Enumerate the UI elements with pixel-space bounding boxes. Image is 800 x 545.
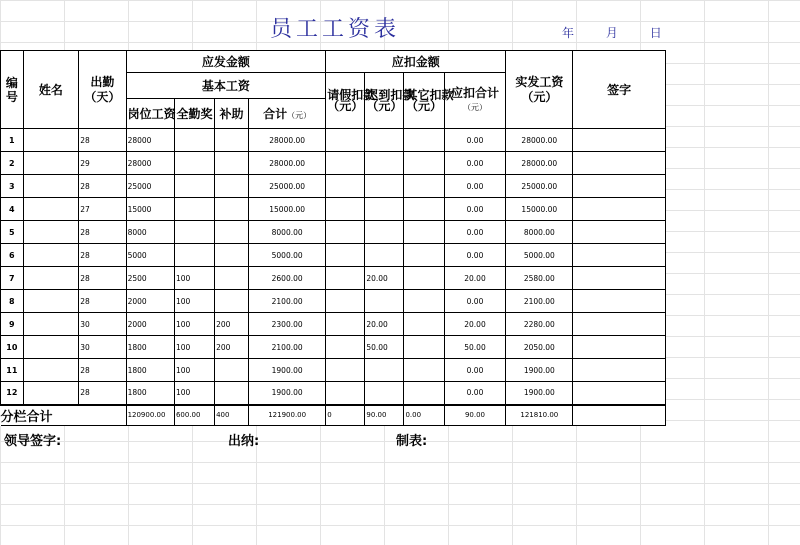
post-salary-cell[interactable]: 1800 <box>126 336 174 359</box>
other-deduction-cell[interactable] <box>404 221 444 244</box>
totals-full-attendance[interactable]: 600.00 <box>174 405 214 426</box>
full-attendance-cell[interactable]: 100 <box>174 290 214 313</box>
full-attendance-cell[interactable] <box>174 129 214 152</box>
name-cell[interactable] <box>23 267 79 290</box>
subtotal-cell[interactable]: 2300.00 <box>249 313 326 336</box>
other-deduction-cell[interactable] <box>404 359 444 382</box>
no-cell[interactable]: 11 <box>1 359 24 382</box>
post-salary-cell[interactable]: 28000 <box>126 129 174 152</box>
other-deduction-cell[interactable] <box>404 175 444 198</box>
table-row <box>1 198 666 221</box>
subtotal-cell[interactable]: 28000.00 <box>249 152 326 175</box>
net-pay-cell[interactable]: 2280.00 <box>506 313 573 336</box>
name-cell[interactable] <box>23 244 79 267</box>
leave-deduction-cell[interactable] <box>326 152 365 175</box>
net-pay-cell[interactable]: 1900.00 <box>506 382 573 405</box>
header-late-unit: （元） <box>366 98 403 113</box>
no-cell[interactable]: 3 <box>1 175 24 198</box>
header-leave-deduction <box>326 73 376 129</box>
name-cell[interactable] <box>23 129 79 152</box>
leave-deduction-cell[interactable] <box>326 336 365 359</box>
name-cell[interactable] <box>23 198 79 221</box>
deduction-total-cell[interactable]: 50.00 <box>444 336 506 359</box>
subtotal-cell[interactable]: 1900.00 <box>249 382 326 405</box>
header-name: 姓名 <box>23 51 79 129</box>
leave-deduction-cell[interactable] <box>326 198 365 221</box>
days-cell[interactable]: 27 <box>79 198 126 221</box>
days-cell[interactable]: 29 <box>79 152 126 175</box>
full-attendance-cell[interactable]: 100 <box>174 336 214 359</box>
leave-deduction-cell[interactable] <box>326 267 365 290</box>
signature-cell[interactable] <box>573 336 666 359</box>
table-row <box>1 221 666 244</box>
header-subtotal-unit: （元） <box>287 111 312 120</box>
subtotal-cell[interactable]: 25000.00 <box>249 175 326 198</box>
header-leave-label: 请假扣款 <box>327 87 376 102</box>
late-deduction-cell[interactable] <box>365 175 404 198</box>
late-deduction-cell[interactable]: 20.00 <box>365 267 404 290</box>
full-attendance-cell[interactable] <box>174 198 214 221</box>
net-pay-cell[interactable]: 28000.00 <box>506 129 573 152</box>
header-net-pay-label: 实发工资 <box>515 74 564 89</box>
date-year-label: 年 <box>562 26 575 40</box>
deduction-total-cell[interactable]: 0.00 <box>444 382 506 405</box>
late-deduction-cell[interactable] <box>365 129 404 152</box>
name-cell[interactable] <box>23 290 79 313</box>
deduction-total-cell[interactable]: 20.00 <box>444 313 506 336</box>
other-deduction-cell[interactable] <box>404 290 444 313</box>
late-deduction-cell[interactable] <box>365 221 404 244</box>
no-cell[interactable]: 8 <box>1 290 24 313</box>
post-salary-cell[interactable]: 25000 <box>126 175 174 198</box>
date-day-label: 日 <box>649 26 662 40</box>
post-salary-cell[interactable]: 2500 <box>126 267 174 290</box>
other-deduction-cell[interactable] <box>404 313 444 336</box>
header-attendance: 出勤（天） <box>79 51 126 129</box>
table-row <box>1 129 666 152</box>
post-salary-cell[interactable]: 1800 <box>126 359 174 382</box>
net-pay-cell[interactable]: 15000.00 <box>506 198 573 221</box>
late-deduction-cell[interactable] <box>365 198 404 221</box>
header-other-deduction <box>404 73 454 129</box>
late-deduction-cell[interactable] <box>365 382 404 405</box>
leave-deduction-cell[interactable] <box>326 359 365 382</box>
table-row <box>1 382 666 405</box>
totals-leave[interactable]: 0 <box>326 405 365 426</box>
allowance-cell[interactable]: 200 <box>215 313 249 336</box>
signature-cell[interactable] <box>573 152 666 175</box>
header-subtotal-label: 合计 <box>263 107 288 121</box>
signature-cell[interactable] <box>573 244 666 267</box>
deduction-total-cell[interactable]: 0.00 <box>444 129 506 152</box>
subtotal-cell[interactable]: 5000.00 <box>249 244 326 267</box>
post-salary-cell[interactable]: 5000 <box>126 244 174 267</box>
subtotal-cell[interactable]: 8000.00 <box>249 221 326 244</box>
full-attendance-cell[interactable]: 100 <box>174 313 214 336</box>
allowance-cell[interactable] <box>215 382 249 405</box>
allowance-cell[interactable]: 200 <box>215 336 249 359</box>
no-cell[interactable]: 4 <box>1 198 24 221</box>
header-payable: 应发金额 <box>126 51 326 73</box>
leave-deduction-cell[interactable] <box>326 129 365 152</box>
no-cell[interactable]: 5 <box>1 221 24 244</box>
date-line <box>562 24 676 41</box>
leave-deduction-cell[interactable] <box>326 244 365 267</box>
allowance-cell[interactable] <box>215 129 249 152</box>
post-salary-cell[interactable]: 8000 <box>126 221 174 244</box>
signature-cell[interactable] <box>573 267 666 290</box>
subtotal-cell[interactable]: 2100.00 <box>249 290 326 313</box>
totals-row <box>1 405 666 426</box>
allowance-cell[interactable] <box>215 198 249 221</box>
no-cell[interactable]: 10 <box>1 336 24 359</box>
days-cell[interactable]: 28 <box>79 267 126 290</box>
name-cell[interactable] <box>23 359 79 382</box>
name-cell[interactable] <box>23 313 79 336</box>
subtotal-cell[interactable]: 1900.00 <box>249 359 326 382</box>
deduction-total-cell[interactable]: 0.00 <box>444 198 506 221</box>
table-row <box>1 359 666 382</box>
table-row <box>1 313 666 336</box>
net-pay-cell[interactable]: 2580.00 <box>506 267 573 290</box>
other-deduction-cell[interactable] <box>404 129 444 152</box>
header-post-salary: 岗位工资 <box>126 99 174 129</box>
days-cell[interactable]: 28 <box>79 129 126 152</box>
post-salary-cell[interactable]: 1800 <box>126 382 174 405</box>
header-leave-unit: （元） <box>327 98 364 113</box>
totals-net-pay[interactable]: 121810.00 <box>506 405 573 426</box>
deduction-total-cell[interactable]: 20.00 <box>444 267 506 290</box>
leave-deduction-cell[interactable] <box>326 382 365 405</box>
header-deduction: 应扣金额 <box>326 51 506 73</box>
full-attendance-cell[interactable]: 100 <box>174 382 214 405</box>
header-net-pay-unit: （元） <box>521 89 558 104</box>
totals-post-salary[interactable]: 120900.00 <box>126 405 174 426</box>
signature-cell[interactable] <box>573 129 666 152</box>
signature-footer <box>4 430 664 448</box>
signature-cell[interactable] <box>573 175 666 198</box>
header-no: 编号 <box>1 51 24 129</box>
header-signature: 签字 <box>573 51 666 129</box>
name-cell[interactable] <box>23 221 79 244</box>
header-full-attendance: 全勤奖 <box>174 99 214 129</box>
other-deduction-cell[interactable] <box>404 382 444 405</box>
allowance-cell[interactable] <box>215 359 249 382</box>
totals-late[interactable]: 90.00 <box>365 405 404 426</box>
allowance-cell[interactable] <box>215 244 249 267</box>
days-cell[interactable]: 28 <box>79 175 126 198</box>
days-cell[interactable]: 28 <box>79 221 126 244</box>
name-cell[interactable] <box>23 152 79 175</box>
header-base-salary: 基本工资 <box>126 73 326 99</box>
allowance-cell[interactable] <box>215 267 249 290</box>
header-late-label: 迟到扣款 <box>366 87 415 102</box>
cashier-label: 出纳: <box>228 434 260 449</box>
deduction-total-cell[interactable]: 0.00 <box>444 152 506 175</box>
sheet-title: 员工工资表 <box>270 17 401 42</box>
deduction-total-cell[interactable]: 0.00 <box>444 244 506 267</box>
post-salary-cell[interactable]: 2000 <box>126 313 174 336</box>
subtotal-cell[interactable]: 2100.00 <box>249 336 326 359</box>
leave-deduction-cell[interactable] <box>326 290 365 313</box>
name-cell[interactable] <box>23 175 79 198</box>
header-late-deduction <box>365 73 415 129</box>
deduction-total-cell[interactable]: 0.00 <box>444 359 506 382</box>
table-row <box>1 175 666 198</box>
net-pay-cell[interactable]: 1900.00 <box>506 359 573 382</box>
header-net-pay <box>506 51 573 129</box>
late-deduction-cell[interactable]: 50.00 <box>365 336 404 359</box>
other-deduction-cell[interactable] <box>404 152 444 175</box>
totals-deduction[interactable]: 90.00 <box>444 405 506 426</box>
full-attendance-cell[interactable] <box>174 221 214 244</box>
other-deduction-cell[interactable] <box>404 244 444 267</box>
table-row <box>1 290 666 313</box>
net-pay-cell[interactable]: 25000.00 <box>506 175 573 198</box>
salary-table <box>0 50 666 426</box>
signature-cell[interactable] <box>573 359 666 382</box>
net-pay-cell[interactable]: 8000.00 <box>506 221 573 244</box>
late-deduction-cell[interactable] <box>365 359 404 382</box>
days-cell[interactable]: 28 <box>79 359 126 382</box>
allowance-cell[interactable] <box>215 175 249 198</box>
signature-cell[interactable] <box>573 290 666 313</box>
full-attendance-cell[interactable] <box>174 175 214 198</box>
header-other-unit: （元） <box>406 98 443 113</box>
full-attendance-cell[interactable]: 100 <box>174 267 214 290</box>
no-cell[interactable]: 6 <box>1 244 24 267</box>
leave-deduction-cell[interactable] <box>326 175 365 198</box>
full-attendance-cell[interactable]: 100 <box>174 359 214 382</box>
late-deduction-cell[interactable] <box>365 152 404 175</box>
table-body <box>1 129 666 405</box>
header-subtotal <box>249 99 326 129</box>
days-cell[interactable]: 30 <box>79 313 126 336</box>
signature-cell[interactable] <box>573 313 666 336</box>
header-deduction-total-unit: （元） <box>462 103 487 112</box>
deduction-total-cell[interactable]: 0.00 <box>444 175 506 198</box>
other-deduction-cell[interactable] <box>404 198 444 221</box>
late-deduction-cell[interactable]: 20.00 <box>365 313 404 336</box>
other-deduction-cell[interactable] <box>404 336 444 359</box>
totals-other[interactable]: 0.00 <box>404 405 444 426</box>
days-cell[interactable]: 28 <box>79 244 126 267</box>
totals-subtotal[interactable]: 121900.00 <box>249 405 326 426</box>
subtotal-cell[interactable]: 28000.00 <box>249 129 326 152</box>
no-cell[interactable]: 7 <box>1 267 24 290</box>
totals-signature[interactable] <box>573 405 666 426</box>
days-cell[interactable]: 30 <box>79 336 126 359</box>
no-cell[interactable]: 9 <box>1 313 24 336</box>
preparer-label: 制表: <box>396 434 428 449</box>
name-cell[interactable] <box>23 382 79 405</box>
no-cell[interactable]: 2 <box>1 152 24 175</box>
net-pay-cell[interactable]: 2100.00 <box>506 290 573 313</box>
allowance-cell[interactable] <box>215 290 249 313</box>
net-pay-cell[interactable]: 2050.00 <box>506 336 573 359</box>
table-row <box>1 336 666 359</box>
full-attendance-cell[interactable] <box>174 152 214 175</box>
signature-cell[interactable] <box>573 221 666 244</box>
late-deduction-cell[interactable] <box>365 244 404 267</box>
post-salary-cell[interactable]: 2000 <box>126 290 174 313</box>
totals-label[interactable]: 分栏合计 <box>1 405 127 426</box>
signature-cell[interactable] <box>573 198 666 221</box>
leave-deduction-cell[interactable] <box>326 313 365 336</box>
post-salary-cell[interactable]: 28000 <box>126 152 174 175</box>
net-pay-cell[interactable]: 5000.00 <box>506 244 573 267</box>
table-row <box>1 152 666 175</box>
days-cell[interactable]: 28 <box>79 382 126 405</box>
subtotal-cell[interactable]: 15000.00 <box>249 198 326 221</box>
subtotal-cell[interactable]: 2600.00 <box>249 267 326 290</box>
header-allowance: 补助 <box>215 99 249 129</box>
header-other-label: 其它扣款 <box>405 87 454 102</box>
full-attendance-cell[interactable] <box>174 244 214 267</box>
no-cell[interactable]: 12 <box>1 382 24 405</box>
signature-cell[interactable] <box>573 382 666 405</box>
deduction-total-cell[interactable]: 0.00 <box>444 290 506 313</box>
leader-signature-label: 领导签字: <box>4 434 62 449</box>
days-cell[interactable]: 28 <box>79 290 126 313</box>
leave-deduction-cell[interactable] <box>326 221 365 244</box>
late-deduction-cell[interactable] <box>365 290 404 313</box>
post-salary-cell[interactable]: 15000 <box>126 198 174 221</box>
other-deduction-cell[interactable] <box>404 267 444 290</box>
no-cell[interactable]: 1 <box>1 129 24 152</box>
table-row <box>1 244 666 267</box>
allowance-cell[interactable] <box>215 221 249 244</box>
name-cell[interactable] <box>23 336 79 359</box>
net-pay-cell[interactable]: 28000.00 <box>506 152 573 175</box>
date-month-label: 月 <box>605 26 618 40</box>
table-row <box>1 267 666 290</box>
header-deduction-total-label: 应扣合计 <box>450 86 499 100</box>
allowance-cell[interactable] <box>215 152 249 175</box>
totals-allowance[interactable]: 400 <box>215 405 249 426</box>
deduction-total-cell[interactable]: 0.00 <box>444 221 506 244</box>
